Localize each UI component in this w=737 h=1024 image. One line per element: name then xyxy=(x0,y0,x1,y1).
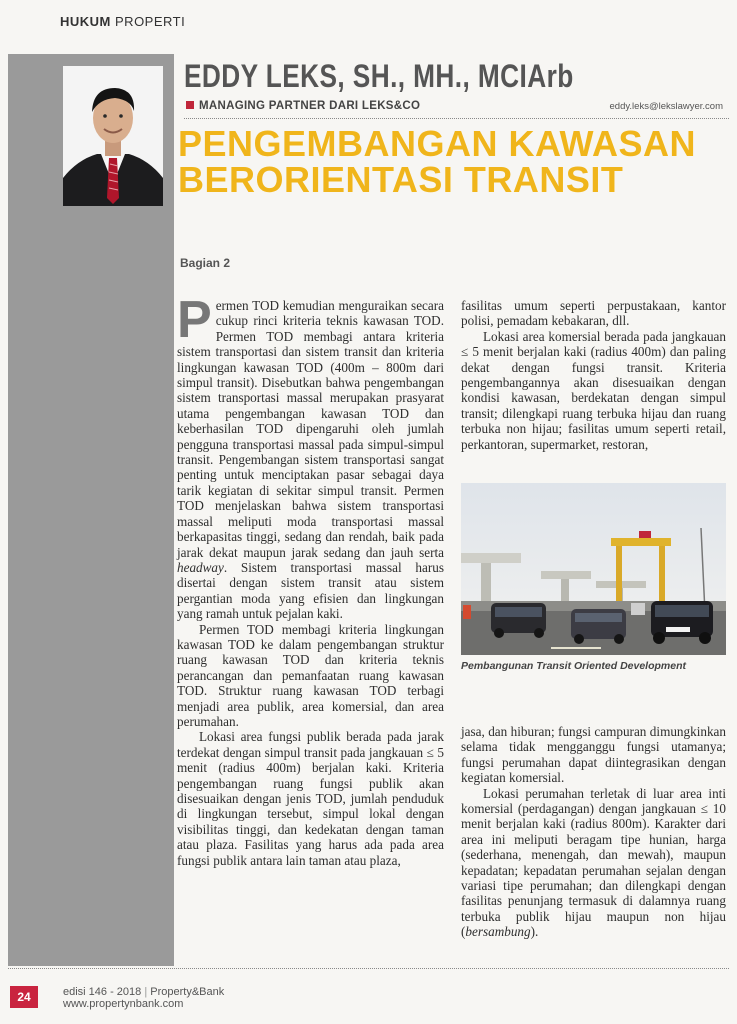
footer xyxy=(63,986,224,1010)
italic-term: headway xyxy=(177,559,224,575)
dropcap: P xyxy=(177,291,212,349)
footer-magazine: Property&Bank xyxy=(150,986,225,998)
paragraph-text: . Sistem transportasi massal harus disertai dengan sistem transit atau sistem pergantian moda yang efisien dan lingkungan yang ramah untuk pejalan kaki. xyxy=(177,559,444,622)
author-role-text: MANAGING PARTNER DARI LEKS&CO xyxy=(199,100,421,112)
article-column-2-top xyxy=(461,298,726,452)
paragraph: fasilitas umum seperti perpustakaan, kantor polisi, pemadam kebakaran, dll. xyxy=(461,298,726,329)
author-email[interactable]: eddy.leks@lekslawyer.com xyxy=(609,101,723,112)
section-header-bold: HUKUM xyxy=(60,14,111,29)
footer-edition: edisi 146 - 2018 xyxy=(63,986,142,998)
section-header xyxy=(60,14,185,29)
paragraph xyxy=(461,786,726,940)
construction-photo xyxy=(461,483,726,655)
author-role xyxy=(186,100,420,112)
author-name: EDDY LEKS, SH., MH., MCIArb xyxy=(184,58,574,94)
paragraph: Permen TOD membagi kriteria lingkungan kawasan TOD ke dalam pengembangan struktur ruang kawasan TOD dan kriteria teknis perancangan dan pemanfaatan ruang kawasan TOD. Struktur ruang kawasan TOD terbagi menjadi area publik, area komersial, dan area perumahan. xyxy=(177,621,444,729)
header-divider xyxy=(184,118,729,119)
article-subtitle: Bagian 2 xyxy=(180,256,231,270)
footer-website[interactable]: www.propertynbank.com xyxy=(63,998,184,1010)
paragraph-text: ). xyxy=(530,924,539,940)
paragraph xyxy=(177,291,444,622)
article-column-1 xyxy=(177,291,444,868)
footer-separator: | xyxy=(144,986,148,998)
paragraph: jasa, dan hiburan; fungsi campuran dimungkinkan selama tidak mengganggu fungsi utamanya; fungsi perumahan dapat diintegrasikan dengan kegiatan komersial. xyxy=(461,724,726,786)
paragraph-text: ermen TOD kemudian menguraikan secara cukup rinci kriteria teknis kawasan TOD. Permen TOD membagi antara kriteria sistem transportasi dan sistem transit dan kriteria lingkungan kawasan TOD (400m – 800m dari simpul transit). Disebutkan bahwa pengembangan sistem transportasi massal merupakan prasyarat utama pengembangan kawasan TOD dan keberhasilan TOD dipengaruhi oleh jumlah pengguna transportasi massal pada simpul-simpul transit. Pengembangan sistem transportasi sangat penting untuk menciptakan pasar sebagai daya tarik kegiatan di sekitar simpul transit. Permen TOD menjelaskan bahwa sistem transportasi massal meliputi moda transportasi massal berkapasitas tinggi, sedang dan rendah, baik pada jarak dekat maupun jarak sedang dan jauh serta xyxy=(177,298,444,560)
paragraph-text: Lokasi perumahan terletak di luar area inti komersial (perdagangan) dengan jangkauan ≤ 10 menit berjalan kaki (radius 800m). Karakter dari area ini meliputi beragam tipe hunian, harga (sederhana, menengah, dan mewah), maupun kepadatan; kepadatan perumahan sejalan dengan variasi tipe perumahan; dan dilengkapi dengan fasilitas penunjang termasuk di dalamnya ruang terbuka publik hijau maupun non hijau ( xyxy=(461,785,726,940)
photo-caption: Pembangunan Transit Oriented Development xyxy=(461,660,687,672)
paragraph: Lokasi area fungsi publik berada pada jarak terdekat dengan simpul transit pada jangkauan ≤ 5 menit (radius 400m) berjalan kaki. Kriteria pengembangan ruang fungsi publik akan disesuaikan dengan jenis TOD, jumlah penduduk di lingkungan tersebut, simpul lokal dengan visibilitas tinggi, dan kedekatan dengan taman atau plaza. Fasilitas yang harus ada pada area fungsi publik antara lain taman atau plaza, xyxy=(177,729,444,868)
italic-term: bersambung xyxy=(465,924,531,940)
footer-divider xyxy=(8,968,729,969)
article-title: PENGEMBANGAN KAWASAN BERORIENTASI TRANSIT xyxy=(178,123,697,200)
page-number: 24 xyxy=(10,986,38,1008)
author-photo xyxy=(63,66,163,206)
article-column-2-bottom xyxy=(461,724,726,940)
paragraph: Lokasi area komersial berada pada jangkauan ≤ 5 menit berjalan kaki (radius 400m) dan paling dekat dengan fungsi transit. Kriteria pengembangannya akan disesuaikan dengan kondisi kawasan, berdekatan dengan simpul transit; dilengkapi ruang terbuka hijau dan ruang terbuka non hijau; fasilitas umum seperti retail, perkantoran, supermarket, restoran, xyxy=(461,328,726,452)
section-header-rest: PROPERTI xyxy=(115,14,186,29)
red-square-icon xyxy=(186,101,194,109)
